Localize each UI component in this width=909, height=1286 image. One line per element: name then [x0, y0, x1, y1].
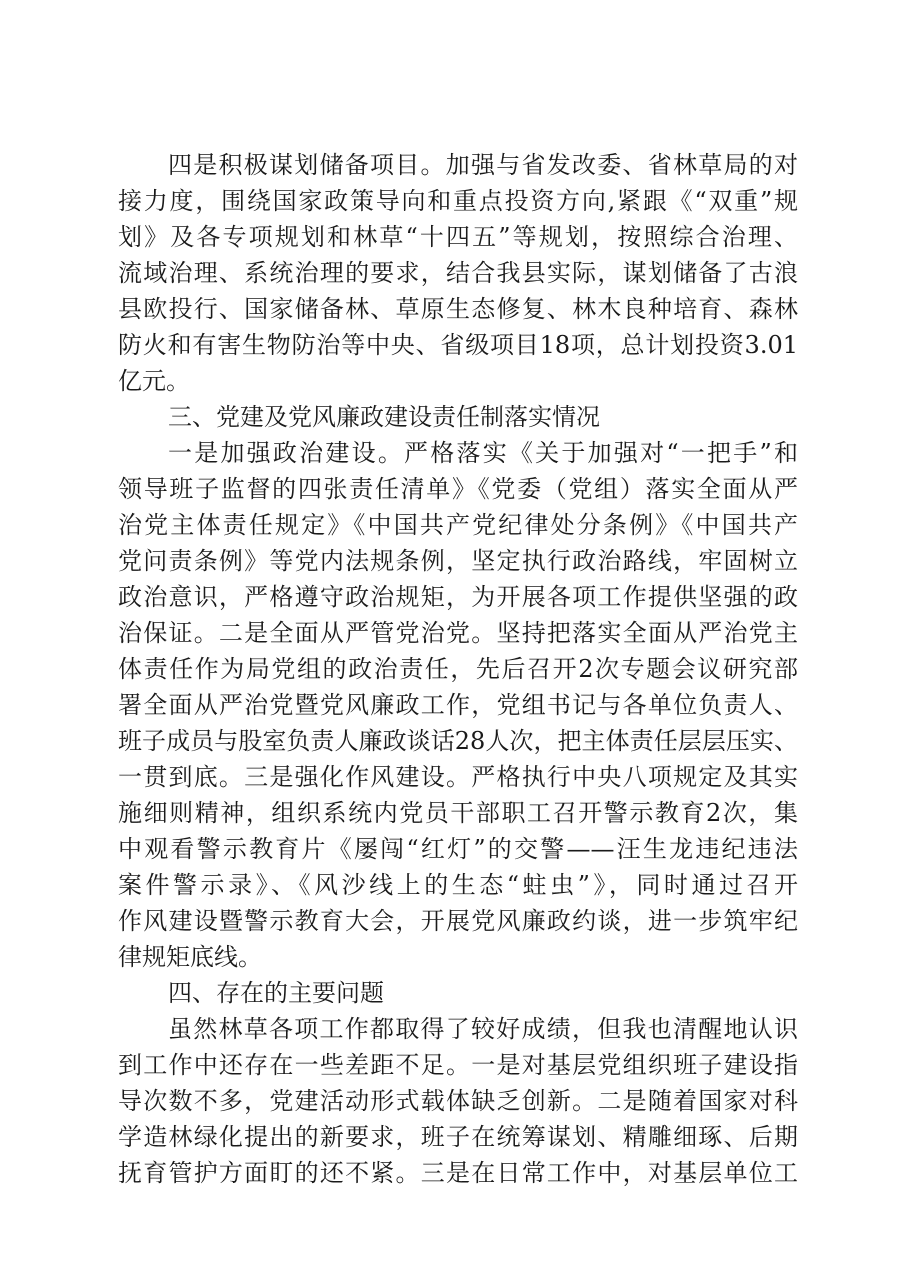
text-line: 流域治理、系统治理的要求，结合我县实际，谋划储备了古浪	[118, 259, 798, 287]
text-line: 四是积极谋划储备项目。加强与省发改委、省林草局的对	[168, 151, 798, 179]
text-line: 抚育管护方面盯的还不紧。三是在日常工作中，对基层单位工	[118, 1159, 798, 1187]
text-line: 一是加强政治建设。严格落实《关于加强对“一把手”和	[168, 439, 798, 467]
text-line: 署全面从严治党暨党风廉政工作，党组书记与各单位负责人、	[118, 691, 798, 719]
text-line: 案件警示录》、《风沙线上的生态“蛀虫”》，同时通过召开	[118, 871, 798, 899]
text-line: 治党主体责任规定》《中国共产党纪律处分条例》《中国共产	[118, 511, 798, 539]
text-line: 学造林绿化提出的新要求，班子在统筹谋划、精雕细琢、后期	[118, 1123, 798, 1151]
text-line: 亿元。	[118, 367, 190, 395]
text-line: 导次数不多，党建活动形式载体缺乏创新。二是随着国家对科	[118, 1087, 798, 1115]
document-body	[118, 147, 798, 1191]
text-line: 政治意识，严格遵守政治规矩，为开展各项工作提供坚强的政	[118, 583, 798, 611]
section-heading: 四、存在的主要问题	[168, 979, 384, 1007]
text-line: 县欧投行、国家储备林、草原生态修复、林木良种培育、森林	[118, 295, 798, 323]
text-line: 体责任作为局党组的政治责任，先后召开2次专题会议研究部	[118, 655, 798, 683]
section-heading: 三、党建及党风廉政建设责任制落实情况	[168, 403, 600, 431]
text-line: 党问责条例》等党内法规条例，坚定执行政治路线，牢固树立	[118, 547, 798, 575]
text-line: 防火和有害生物防治等中央、省级项目18项，总计划投资3.01	[118, 331, 798, 359]
text-line: 律规矩底线。	[118, 943, 262, 971]
text-line: 领导班子监督的四张责任清单》《党委（党组）落实全面从严	[118, 475, 798, 503]
text-line: 中观看警示教育片《屡闯“红灯”的交警——汪生龙违纪违法	[118, 835, 798, 863]
text-line: 一贯到底。三是强化作风建设。严格执行中央八项规定及其实	[118, 763, 798, 791]
text-line: 虽然林草各项工作都取得了较好成绩，但我也清醒地认识	[168, 1015, 798, 1043]
text-line: 治保证。二是全面从严管党治党。坚持把落实全面从严治党主	[118, 619, 798, 647]
text-line: 接力度，围绕国家政策导向和重点投资方向,紧跟《“双重”规	[118, 187, 798, 215]
text-line: 划》及各专项规划和林草“十四五”等规划，按照综合治理、	[118, 223, 798, 251]
text-line: 作风建设暨警示教育大会，开展党风廉政约谈，进一步筑牢纪	[118, 907, 798, 935]
text-line: 班子成员与股室负责人廉政谈话28人次，把主体责任层层压实、	[118, 727, 798, 755]
text-line: 施细则精神，组织系统内党员干部职工召开警示教育2次，集	[118, 799, 798, 827]
text-line: 到工作中还存在一些差距不足。一是对基层党组织班子建设指	[118, 1051, 798, 1079]
